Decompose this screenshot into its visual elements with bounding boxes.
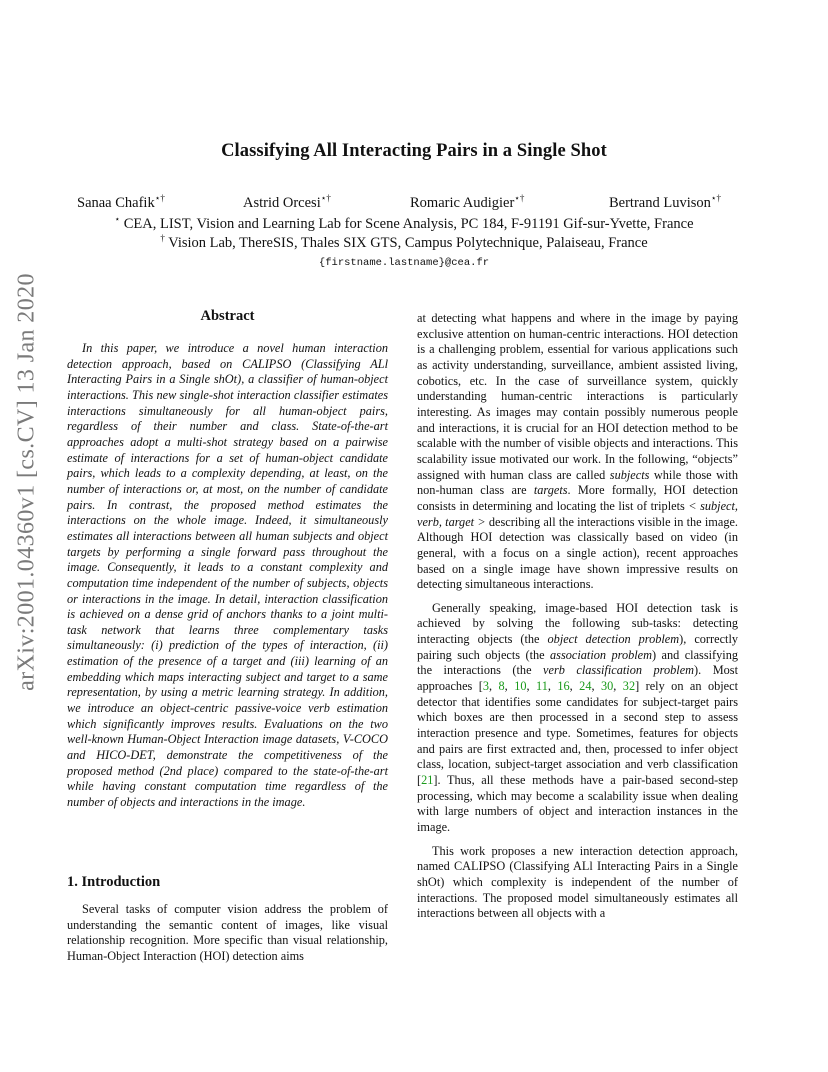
introduction-paragraph: Several tasks of computer vision address the problem of understanding the semantic content of images, like visual relationship recognition. More specific than visual relationship, Human-Object Interaction (HOI) detection aims [67, 902, 388, 963]
right-paragraph-3: This work proposes a new interaction detection approach, named CALIPSO (Classifying ALl Interacting Pairs in a Single shOt) which complexity is independent of the number of interactions. The proposed model simultaneously estimates all interactions between all objects with a [417, 843, 738, 921]
citation-link[interactable]: 8 [498, 679, 505, 694]
author-email: {firstname.lastname}@cea.fr [318, 257, 490, 269]
abstract-body: In this paper, we introduce a novel human interaction detection approach, based on CALIPSO (Classifying ALl Interacting Pairs in a Single shOt), a classifier of human-object interactions. This new single-shot interaction classifier estimates interactions simultaneously for all human-object pairs, regardless of their number and class. State-of-the-art approaches adopt a multi-shot strategy based on a pairwise estimate of interactions for a set of human-object candidate pairs, which leads to a complexity depending, at least, on the number of interactions or, at most, on the number of candidate pairs. In contrast, the proposed method estimates the interactions on the whole image. Indeed, it simultaneously estimates all interactions between all human subjects and object targets by performing a single forward pass throughout the image. Consequently, it leads to a constant complexity and computation time independent of the number of subjects, objects or interactions in the image. In detail, interaction classification is achieved on a dense grid of anchors thanks to a joint multi-task network that learns three complementary tasks simultaneously: (i) prediction of the types of interaction, (ii) estimation of the presence of a target and (iii) learning of an embedding which maps interacting subject and target to a same representation, by using a metric learning strategy. In addition, we introduce an object-centric passive-voice verb estimation which significantly improves results. Evaluations on the two well-known Human-Object Interaction image datasets, V-COCO and HICO-DET, demonstrate the competitiveness of the proposed method (2nd place) compared to the state-of-the-art while having constant computation time regardless of the number of objects and interactions in the image. [67, 341, 388, 810]
introduction-heading: 1. Introduction [67, 874, 161, 890]
citation-link[interactable]: 3 [482, 679, 489, 694]
author-4: Bertrand Luvison⋆† [609, 193, 722, 211]
paper-title: Classifying All Interacting Pairs in a Single Shot [221, 141, 607, 161]
right-paragraph-2: Generally speaking, image-based HOI detection task is achieved by solving the following sub-tasks: detecting interacting objects (the object detection problem), correctly pairing such objects (the association problem) and classifying the interactions (the verb classification problem). Most approaches [3, 8, 10, 11, 16, 24, 30, 32] rely on an object detector that identifies some candidates for subject-target pairs which boxes are then processed in a second step to assess interaction presence and type. Sometimes, features for objects and pairs are first extracted and, then, processed to infer object class, location, subject-target association and verb classification [21]. Thus, all these methods have a pair-based second-step processing, which may become a scalability issue when dealing with large numbers of object and interaction instances in the image. [417, 600, 739, 834]
arxiv-side-label: arXiv:2001.04360v1 [cs.CV] 13 Jan 2020 [13, 273, 40, 691]
author-2: Astrid Orcesi⋆† [243, 193, 331, 211]
citation-link[interactable]: 21 [421, 773, 434, 788]
affiliation-thales: † Vision Lab, ThereSIS, Thales SIX GTS, Campus Polytechnique, Palaiseau, France [160, 233, 648, 251]
citation-link[interactable]: 16 [557, 679, 570, 694]
author-3: Romaric Audigier⋆† [410, 193, 525, 211]
citation-list: 3, 8, 10, 11, 16, 24, 30, 32 [482, 679, 636, 694]
citation-link[interactable]: 10 [514, 679, 527, 694]
right-column-text [417, 311, 738, 922]
citation-link[interactable]: 11 [536, 679, 548, 694]
right-paragraph-1: at detecting what happens and where in the image by paying exclusive attention on human-centric interactions. HOI detection is a challenging problem, essential for various applications such as activity understanding, surveillance, ambient assisted living, cobotics, etc. In the case of surveillance system, quickly understanding human-centric interactions is particularly interesting. As images may contain possibly numerous people and interactions, it is crucial for an HOI detection method to be scalable with the number of visible objects and interactions. This scalability issue motivated our work. In the following, “objects” assigned with human class are called subjects while those with non-human class are targets. More formally, HOI detection consists in determining and locating the list of triplets < subject, verb, target > describing all the interactions visible in the image. Although HOI detection was classically based on video (in general, with a focus on a single action), recent approaches based on a single image have shown impressive results on detecting simultaneous interactions. [417, 311, 739, 592]
author-1: Sanaa Chafik⋆† [77, 193, 165, 211]
citation-link[interactable]: 24 [579, 679, 592, 694]
citation-link[interactable]: 32 [622, 679, 636, 694]
abstract-heading: Abstract [200, 308, 255, 324]
citation-link[interactable]: 30 [600, 679, 614, 694]
affiliation-cea: ⋆ CEA, LIST, Vision and Learning Lab for Scene Analysis, PC 184, F-91191 Gif-sur-Yvette, France [114, 214, 694, 232]
